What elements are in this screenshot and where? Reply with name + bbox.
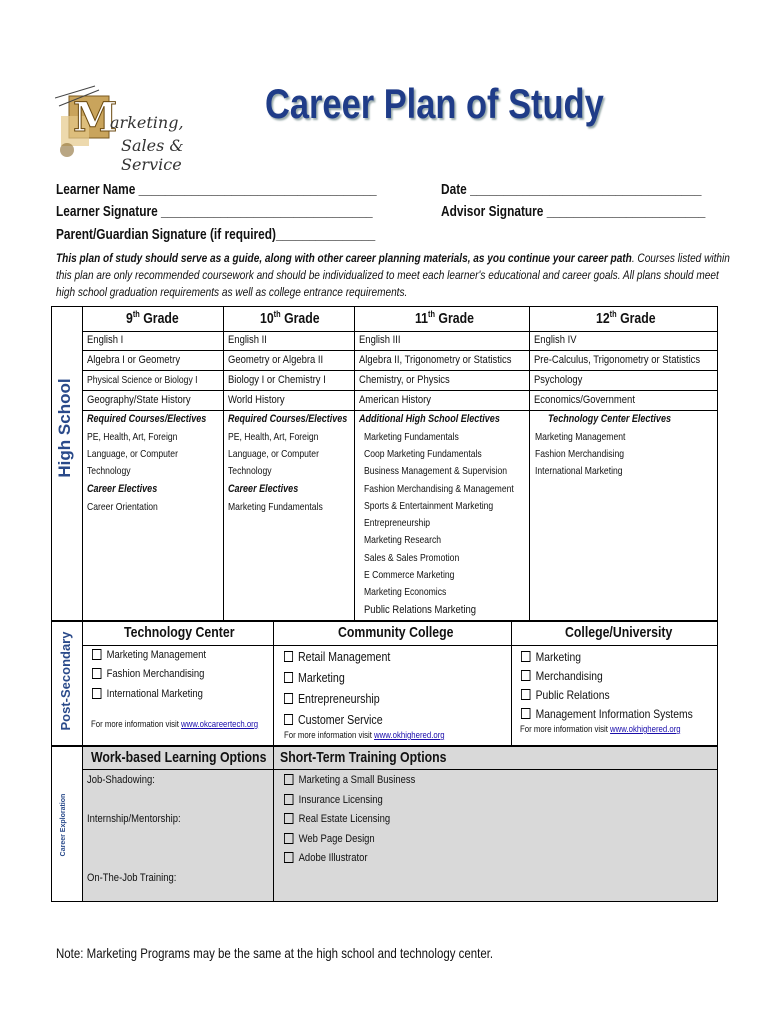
short-term-item: Adobe Illustrator (284, 850, 368, 867)
univ-item: Management Information Systems (521, 704, 693, 724)
checkbox[interactable] (284, 693, 293, 704)
intro-text (56, 250, 730, 301)
short-term-item: Insurance Licensing (284, 792, 383, 809)
course-cell: English I (87, 334, 124, 346)
cc-item: Customer Service (284, 710, 383, 730)
g9-required-line: Technology (87, 465, 131, 477)
g10-required-line: PE, Health, Art, Foreign (228, 431, 319, 443)
g10-required-line: Language, or Computer (228, 448, 319, 460)
course-cell: English III (359, 334, 401, 346)
okhighered-link[interactable]: www.okhighered.org (374, 730, 445, 741)
tech-item: Marketing Management (92, 647, 206, 664)
work-based-item: Internship/Mentorship: (87, 813, 181, 825)
grade-11-header: 11th Grade (415, 309, 474, 327)
g10-required-heading: Required Courses/Electives (228, 413, 348, 425)
course-cell: Geometry or Algebra II (228, 354, 324, 366)
checkbox[interactable] (92, 649, 101, 660)
g9-career-heading: Career Electives (87, 483, 158, 495)
short-term-heading: Short-Term Training Options (280, 749, 447, 766)
univ-item: Merchandising (521, 666, 603, 686)
course-cell: American History (359, 394, 432, 406)
course-cell: English IV (534, 334, 577, 346)
univ-item: Public Relations (521, 685, 610, 705)
side-label-high-school: High School (55, 378, 74, 478)
footer-note: Note: Marketing Programs may be the same at the high school and technology center. (56, 945, 494, 961)
course-cell: Algebra I or Geometry (87, 354, 181, 366)
course-cell: Economics/Government (534, 394, 635, 406)
checkbox[interactable] (92, 668, 101, 679)
learner-name-field[interactable]: Learner Name ____________________________________ (56, 182, 377, 198)
course-cell: Geography/State History (87, 394, 191, 406)
learner-signature-field[interactable]: Learner Signature ________________________________ (56, 204, 373, 220)
work-based-heading: Work-based Learning Options (91, 749, 267, 766)
g12-electives-heading: Technology Center Electives (548, 413, 671, 425)
course-cell: Biology I or Chemistry I (228, 374, 326, 386)
checkbox[interactable] (284, 852, 293, 863)
checkbox[interactable] (284, 774, 293, 785)
g11-elective: E Commerce Marketing (364, 569, 455, 581)
intro-line1-rest: . Courses listed within (631, 251, 730, 265)
page-title: Career Plan of Study (265, 80, 604, 127)
checkbox[interactable] (521, 670, 530, 681)
side-label-career-exploration: Career Exploration (60, 793, 67, 857)
checkbox[interactable] (284, 651, 293, 662)
g11-elective: Public Relations Marketing (364, 604, 477, 616)
g12-elective: Fashion Merchandising (535, 448, 625, 460)
g10-career-line: Marketing Fundamentals (228, 501, 323, 513)
course-cell: Algebra II, Trigonometry or Statistics (359, 354, 512, 366)
tech-item: International Marketing (92, 686, 203, 703)
g10-career-heading: Career Electives (228, 483, 299, 495)
tech-more-info: For more information visit www.okcareertech.org (91, 719, 259, 730)
grid-line (82, 390, 718, 391)
checkbox[interactable] (521, 708, 530, 719)
g9-required-line: PE, Health, Art, Foreign (87, 431, 178, 443)
checkbox[interactable] (521, 689, 530, 700)
community-college-heading: Community College (338, 624, 454, 641)
grid-line (82, 370, 718, 371)
g11-elective: Business Management & Supervision (364, 465, 508, 477)
g11-elective: Marketing Fundamentals (364, 431, 459, 443)
checkbox[interactable] (521, 651, 530, 662)
grid-line (529, 306, 530, 620)
cc-item: Retail Management (284, 647, 390, 667)
logo-letter: M (73, 94, 118, 141)
university-heading: College/University (565, 624, 673, 641)
grade-10-header: 10th Grade (260, 309, 320, 327)
g11-electives-heading: Additional High School Electives (359, 413, 500, 425)
short-term-item: Marketing a Small Business (284, 772, 415, 789)
g12-elective: Marketing Management (535, 431, 626, 443)
logo-text-2: Sales & Service (121, 136, 184, 174)
univ-item: Marketing (521, 647, 581, 667)
date-field[interactable]: Date ___________________________________ (441, 182, 702, 198)
checkbox[interactable] (92, 688, 101, 699)
univ-more-info: For more information visit www.okhighered.org (520, 724, 681, 735)
grade-12-header: 12th Grade (596, 309, 656, 327)
grid-line (223, 306, 224, 620)
g9-required-heading: Required Courses/Electives (87, 413, 207, 425)
tech-item: Fashion Merchandising (92, 666, 204, 683)
g10-required-line: Technology (228, 465, 272, 477)
g9-career-line: Career Orientation (87, 501, 158, 513)
logo (55, 78, 235, 173)
grid-line (273, 620, 274, 745)
advisor-signature-field[interactable]: Advisor Signature ________________________ (441, 204, 706, 220)
cc-item: Marketing (284, 668, 345, 688)
short-term-item: Real Estate Licensing (284, 811, 390, 828)
g11-elective: Fashion Merchandising & Management (364, 483, 514, 495)
grid-line (82, 645, 718, 646)
grid-line (511, 620, 512, 745)
course-cell: English II (228, 334, 267, 346)
g11-elective: Coop Marketing Fundamentals (364, 448, 482, 460)
section-divider (51, 620, 718, 622)
g11-elective: Marketing Economics (364, 586, 447, 598)
checkbox[interactable] (284, 794, 293, 805)
logo-text-1: arketing, (110, 113, 184, 132)
okhighered-link[interactable]: www.okhighered.org (610, 724, 681, 735)
course-cell: Chemistry, or Physics (359, 374, 450, 386)
cc-item: Entrepreneurship (284, 689, 380, 709)
intro-line3: high school graduation requirements as well as college entrance requirements. (56, 285, 408, 299)
parent-signature-field[interactable]: Parent/Guardian Signature (if required)_______________ (56, 227, 376, 243)
grid-line (82, 350, 718, 351)
course-cell: World History (228, 394, 285, 406)
g11-elective: Marketing Research (364, 534, 442, 546)
checkbox[interactable] (284, 714, 293, 725)
course-cell: Psychology (534, 374, 583, 386)
work-based-item: Job-Shadowing: (87, 774, 155, 786)
g11-elective: Sales & Sales Promotion (364, 552, 460, 564)
cc-more-info: For more information visit www.okhighered.org (284, 730, 445, 741)
checkbox[interactable] (284, 833, 293, 844)
checkbox[interactable] (284, 672, 293, 683)
tech-center-heading: Technology Center (124, 624, 235, 641)
course-cell: Pre-Calculus, Trigonometry or Statistics (534, 354, 701, 366)
grid-line (82, 769, 718, 770)
side-label-post-secondary: Post-Secondary (58, 631, 73, 731)
intro-bold: This plan of study should serve as a guide, along with other career planning materials, as you continue your career path (56, 251, 632, 265)
g11-elective: Entrepreneurship (364, 517, 431, 529)
okcareertech-link[interactable]: www.okcareertech.org (181, 719, 259, 730)
checkbox[interactable] (284, 813, 293, 824)
grade-9-header: 9th Grade (126, 309, 179, 327)
intro-line2: this plan are only recommended coursework and should be individualized to meet each learner's educational and career goals. All plans should meet (56, 268, 719, 282)
work-based-item: On-The-Job Training: (87, 872, 177, 884)
course-cell: Physical Science or Biology I (87, 374, 198, 386)
g11-elective: Sports & Entertainment Marketing (364, 500, 494, 512)
grid-line (354, 306, 355, 620)
short-term-item: Web Page Design (284, 831, 375, 848)
g9-required-line: Language, or Computer (87, 448, 178, 460)
g12-elective: International Marketing (535, 465, 623, 477)
